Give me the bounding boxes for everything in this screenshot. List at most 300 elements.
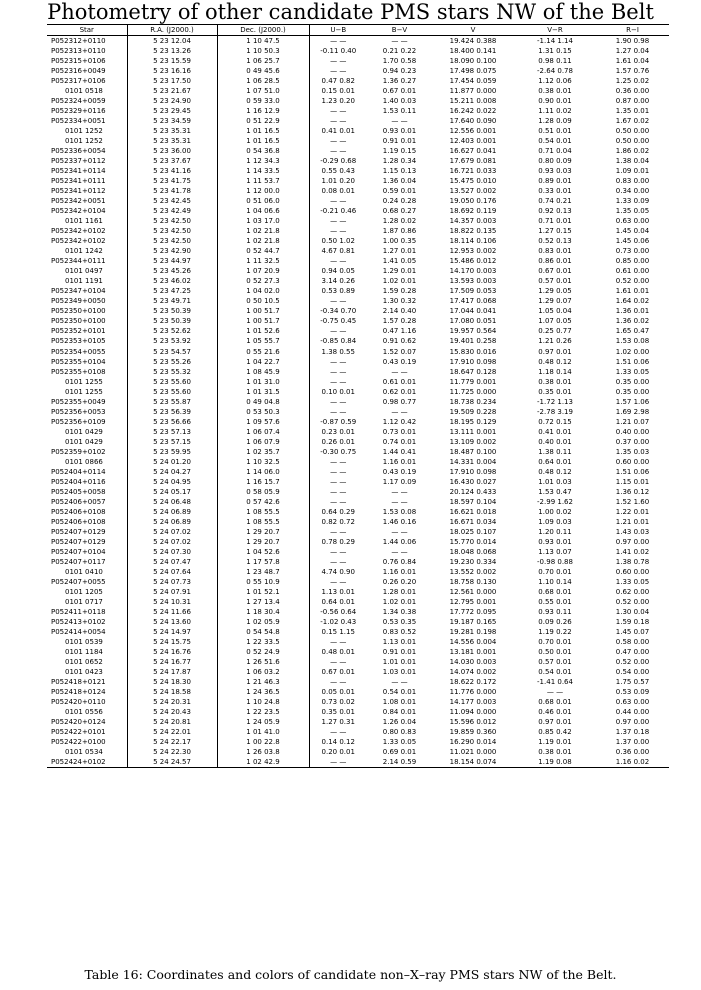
cell-v: 18.487 0.100 <box>449 447 497 456</box>
cell-r-i: 0.35 0.00 <box>615 387 650 396</box>
cell-ra: 5 23 36.00 <box>127 146 217 156</box>
col-header-star: Star <box>47 25 127 36</box>
cell-v-r: 0.35 0.01 <box>538 387 572 396</box>
cell-u-b: 0.41 0.01 <box>309 126 367 136</box>
cell-r-i: 1.53 0.08 <box>615 337 650 346</box>
cell-star: 0101 1161 <box>65 217 103 226</box>
cell-v-r: 0.85 0.42 <box>538 728 572 737</box>
cell-u-b: — — <box>309 557 367 567</box>
cell-r-i: 1.16 0.02 <box>596 757 669 768</box>
cell-ra: 5 23 35.31 <box>127 136 217 146</box>
cell-v: 11.877 0.000 <box>449 87 497 96</box>
cell-v: 19.859 0.360 <box>449 728 497 737</box>
table-row <box>47 116 669 126</box>
cell-u-b: -0.85 0.84 <box>309 336 367 346</box>
cell-v: 14.170 0.003 <box>449 267 497 276</box>
cell-r-i: 1.43 0.03 <box>615 527 650 536</box>
table-row <box>47 727 669 737</box>
cell-dec: 1 02 35.7 <box>217 447 309 457</box>
cell-ra: 5 23 37.67 <box>127 156 217 166</box>
cell-star: P052352+0101 <box>51 327 106 336</box>
table-row <box>47 66 669 76</box>
cell-u-b: 1.38 0.55 <box>309 347 367 357</box>
cell-r-i: 1.33 0.05 <box>615 367 650 376</box>
cell-b-v: 1.57 0.28 <box>382 317 417 326</box>
cell-dec: 1 22 23.5 <box>217 707 309 717</box>
cell-b-v: — — <box>391 527 408 536</box>
cell-b-v: 1.13 0.01 <box>382 637 417 646</box>
cell-dec: 1 00 51.7 <box>217 316 309 326</box>
cell-r-i: 1.61 0.04 <box>615 57 650 66</box>
cell-v: 17.417 0.068 <box>449 297 497 306</box>
cell-u-b: — — <box>309 226 367 236</box>
table-row <box>47 687 669 697</box>
table-row <box>47 46 669 56</box>
cell-r-i: 1.90 0.98 <box>615 37 650 46</box>
cell-b-v: 1.28 0.34 <box>382 157 417 166</box>
cell-ra: 5 23 59.95 <box>127 447 217 457</box>
cell-r-i: 1.22 0.01 <box>615 507 650 516</box>
table-row <box>47 467 669 477</box>
cell-u-b: 1.27 0.31 <box>309 717 367 727</box>
cell-v-r: 0.09 0.26 <box>538 617 572 626</box>
cell-b-v: 1.87 0.86 <box>382 227 417 236</box>
table-row <box>47 76 669 86</box>
cell-u-b: — — <box>309 367 367 377</box>
cell-v: 16.627 0.041 <box>449 147 497 156</box>
cell-v: 17.509 0.053 <box>449 287 497 296</box>
cell-b-v: 0.84 0.01 <box>382 708 417 717</box>
cell-ra: 5 24 22.01 <box>127 727 217 737</box>
cell-star: 0101 0539 <box>65 637 103 646</box>
cell-dec: 1 04 02.0 <box>217 286 309 296</box>
cell-r-i: 1.59 0.18 <box>615 617 650 626</box>
cell-ra: 5 23 55.60 <box>127 377 217 387</box>
cell-v-r: -2.99 1.62 <box>537 497 573 506</box>
cell-ra: 5 23 52.62 <box>127 326 217 336</box>
cell-v-r: 0.72 0.15 <box>538 417 572 426</box>
cell-star: P052316+0049 <box>51 67 106 76</box>
cell-ra: 5 24 07.64 <box>127 567 217 577</box>
table-row <box>47 617 669 627</box>
cell-dec: 1 01 31.5 <box>217 387 309 397</box>
cell-v-r: 0.46 0.01 <box>538 708 572 717</box>
cell-r-i: 1.61 0.01 <box>615 287 650 296</box>
cell-star: P052349+0050 <box>51 297 106 306</box>
cell-b-v: 0.43 0.19 <box>382 467 417 476</box>
cell-v: 17.910 0.098 <box>449 467 497 476</box>
cell-dec: 0 54 54.8 <box>217 627 309 637</box>
table-row <box>47 236 669 246</box>
table-row <box>47 607 669 617</box>
cell-v-r: 0.93 0.03 <box>538 167 572 176</box>
cell-ra: 5 24 07.73 <box>127 577 217 587</box>
cell-r-i: 0.63 0.00 <box>615 698 650 707</box>
cell-ra: 5 24 13.60 <box>127 617 217 627</box>
table-row <box>47 567 669 577</box>
cell-ra: 5 23 42.49 <box>127 206 217 216</box>
cell-dec: 0 50 10.5 <box>217 296 309 306</box>
cell-r-i: 0.61 0.00 <box>615 267 650 276</box>
cell-u-b: -0.11 0.40 <box>309 46 367 56</box>
table-row <box>47 677 669 687</box>
table-row <box>47 336 669 346</box>
cell-v-r: 0.38 0.01 <box>538 87 572 96</box>
cell-r-i: 1.51 0.06 <box>615 467 650 476</box>
cell-v-r: 1.53 0.47 <box>538 487 572 496</box>
cell-dec: 0 57 42.6 <box>217 497 309 507</box>
cell-v: 18.597 0.104 <box>449 497 497 506</box>
table-row <box>47 597 669 607</box>
cell-dec: 1 02 21.8 <box>217 236 309 246</box>
cell-b-v: 1.44 0.41 <box>382 447 417 456</box>
cell-b-v: 0.91 0.62 <box>382 337 417 346</box>
table-row <box>47 487 669 497</box>
cell-v: 12.556 0.001 <box>449 127 497 136</box>
cell-b-v: — — <box>391 497 408 506</box>
cell-v: 15.475 0.010 <box>449 177 497 186</box>
cell-ra: 5 24 16.76 <box>127 647 217 657</box>
cell-dec: 1 04 22.7 <box>217 357 309 367</box>
cell-ra: 5 23 42.90 <box>127 246 217 256</box>
cell-dec: 1 06 07.4 <box>217 427 309 437</box>
cell-star: P052406+0108 <box>51 507 106 516</box>
cell-dec: 1 14 33.5 <box>217 166 309 176</box>
cell-u-b: 0.26 0.01 <box>309 437 367 447</box>
cell-b-v: 1.46 0.16 <box>382 517 417 526</box>
cell-star: 0101 1242 <box>65 247 103 256</box>
cell-ra: 5 23 42.50 <box>127 226 217 236</box>
cell-dec: 1 05 55.7 <box>217 336 309 346</box>
cell-u-b: 1.23 0.20 <box>309 96 367 106</box>
cell-dec: 1 01 41.0 <box>217 727 309 737</box>
cell-star: P052420+0110 <box>51 698 106 707</box>
cell-ra: 5 23 21.67 <box>127 86 217 96</box>
cell-dec: 1 27 13.4 <box>217 597 309 607</box>
table-row <box>47 437 669 447</box>
cell-dec: 1 17 57.8 <box>217 557 309 567</box>
cell-b-v: 1.16 0.01 <box>382 457 417 466</box>
cell-b-v: 1.70 0.58 <box>382 57 417 66</box>
cell-ra: 5 24 11.66 <box>127 607 217 617</box>
cell-b-v: 1.19 0.15 <box>382 147 417 156</box>
cell-ra: 5 23 44.97 <box>127 256 217 266</box>
table-row <box>47 527 669 537</box>
cell-u-b: -1.02 0.43 <box>309 617 367 627</box>
cell-v: 14.331 0.004 <box>449 457 497 466</box>
cell-dec: 1 14 06.0 <box>217 467 309 477</box>
cell-star: P052407+0129 <box>51 527 106 536</box>
cell-v-r: 0.67 0.01 <box>538 267 572 276</box>
cell-u-b: — — <box>309 256 367 266</box>
cell-r-i: 1.57 0.76 <box>615 67 650 76</box>
cell-b-v: — — <box>391 37 408 46</box>
cell-v: 18.048 0.068 <box>449 547 497 556</box>
cell-b-v: 0.54 0.01 <box>382 688 417 697</box>
cell-r-i: 1.86 0.02 <box>615 147 650 156</box>
cell-dec: 1 01 16.5 <box>217 126 309 136</box>
cell-v-r: 1.20 0.11 <box>538 527 572 536</box>
cell-ra: 5 23 24.90 <box>127 96 217 106</box>
cell-star: P052414+0054 <box>51 627 106 636</box>
cell-u-b: 1.13 0.01 <box>309 587 367 597</box>
table-row <box>47 377 669 387</box>
cell-dec: 1 12 34.3 <box>217 156 309 166</box>
table-row <box>47 447 669 457</box>
cell-dec: 1 10 32.5 <box>217 457 309 467</box>
cell-v: 13.527 0.002 <box>449 187 497 196</box>
cell-v-r: -2.64 0.78 <box>537 67 573 76</box>
table-row <box>47 226 669 236</box>
table-row <box>47 176 669 186</box>
table-row <box>47 296 669 306</box>
cell-u-b: 0.94 0.05 <box>309 266 367 276</box>
cell-u-b: -0.56 0.64 <box>309 607 367 617</box>
cell-u-b: — — <box>309 106 367 116</box>
table-row <box>47 637 669 647</box>
table-row <box>47 747 669 757</box>
cell-v: 18.025 0.107 <box>449 527 497 536</box>
cell-ra: 5 24 15.75 <box>127 637 217 647</box>
cell-dec: 1 04 52.6 <box>217 547 309 557</box>
cell-v-r: 1.21 0.26 <box>538 337 572 346</box>
cell-ra: 5 23 56.39 <box>127 407 217 417</box>
cell-dec: 1 11 32.5 <box>217 256 309 266</box>
cell-u-b: — — <box>309 497 367 507</box>
cell-r-i: 0.36 0.00 <box>615 87 650 96</box>
cell-ra: 5 23 50.39 <box>127 306 217 316</box>
cell-b-v: 0.26 0.20 <box>382 577 417 586</box>
cell-ra: 5 24 16.77 <box>127 657 217 667</box>
cell-ra: 5 24 07.02 <box>127 537 217 547</box>
cell-u-b: — — <box>309 377 367 387</box>
cell-r-i: 1.65 0.47 <box>615 327 650 336</box>
cell-ra: 5 23 29.45 <box>127 106 217 116</box>
table-row <box>47 387 669 397</box>
cell-ra: 5 23 57.13 <box>127 427 217 437</box>
cell-u-b: 0.48 0.01 <box>309 647 367 657</box>
cell-star: P052404+0114 <box>51 467 106 476</box>
table-row <box>47 547 669 557</box>
cell-v: 18.758 0.130 <box>449 577 497 586</box>
table-row <box>47 497 669 507</box>
cell-dec: 0 52 27.3 <box>217 276 309 286</box>
table-row <box>47 367 669 377</box>
cell-ra: 5 24 10.31 <box>127 597 217 607</box>
cell-v: 19.957 0.564 <box>449 327 497 336</box>
cell-dec: 0 51 06.0 <box>217 196 309 206</box>
cell-u-b: — — <box>309 757 367 768</box>
cell-dec: 1 06 03.2 <box>217 667 309 677</box>
cell-v-r: 1.38 0.11 <box>538 447 572 456</box>
cell-dec: 1 00 22.8 <box>217 737 309 747</box>
photometry-table-container <box>47 24 669 768</box>
cell-ra: 5 23 15.59 <box>127 56 217 66</box>
cell-ra: 5 23 16.16 <box>127 66 217 76</box>
cell-v: 16.721 0.033 <box>449 167 497 176</box>
cell-ra: 5 24 14.97 <box>127 627 217 637</box>
cell-ra: 5 24 17.87 <box>127 667 217 677</box>
cell-b-v: 0.69 0.01 <box>382 748 417 757</box>
cell-star: P052324+0059 <box>51 97 106 106</box>
cell-v-r: 0.92 0.13 <box>538 207 572 216</box>
cell-star: P052355+0104 <box>51 357 106 366</box>
cell-u-b: — — <box>309 457 367 467</box>
cell-u-b: 4.74 0.90 <box>309 567 367 577</box>
cell-v: 16.430 0.027 <box>449 477 497 486</box>
cell-b-v: 0.43 0.19 <box>382 357 417 366</box>
cell-u-b: — — <box>309 296 367 306</box>
cell-r-i: 1.15 0.01 <box>615 477 650 486</box>
cell-r-i: 0.35 0.00 <box>615 377 650 386</box>
cell-r-i: 1.33 0.09 <box>615 197 650 206</box>
col-header-r-i: R−I <box>596 25 669 36</box>
cell-b-v: 1.59 0.28 <box>382 287 417 296</box>
cell-v-r: 0.97 0.01 <box>538 718 572 727</box>
col-header-ra: R.A. (J2000.) <box>127 25 217 36</box>
cell-ra: 5 23 42.50 <box>127 236 217 246</box>
cell-r-i: 0.97 0.00 <box>615 718 650 727</box>
cell-v: 12.403 0.001 <box>449 137 497 146</box>
cell-star: P052342+0051 <box>51 197 106 206</box>
cell-v-r: 0.93 0.01 <box>538 537 572 546</box>
cell-v-r: -0.98 0.88 <box>537 557 573 566</box>
cell-v: 17.044 0.041 <box>449 307 497 316</box>
cell-r-i: 0.58 0.00 <box>615 637 650 646</box>
cell-r-i: 1.27 0.04 <box>615 47 650 56</box>
cell-v: 17.910 0.098 <box>449 357 497 366</box>
cell-star: P052341+0114 <box>51 167 106 176</box>
cell-v-r: 1.09 0.03 <box>538 517 572 526</box>
table-header-row <box>47 25 669 36</box>
cell-star: P052341+0111 <box>51 177 106 186</box>
cell-v: 18.154 0.074 <box>432 757 514 768</box>
cell-ra: 5 23 50.39 <box>127 316 217 326</box>
cell-star: P052422+0101 <box>51 728 106 737</box>
cell-ra: 5 23 45.26 <box>127 266 217 276</box>
cell-u-b: — — <box>309 357 367 367</box>
cell-dec: 0 55 10.9 <box>217 577 309 587</box>
cell-r-i: 1.38 0.04 <box>615 157 650 166</box>
cell-u-b: — — <box>309 196 367 206</box>
cell-v-r: 0.71 0.04 <box>538 147 572 156</box>
cell-v-r: 1.18 0.14 <box>538 367 572 376</box>
table-row <box>47 196 669 206</box>
cell-v: 14.074 0.002 <box>449 668 497 676</box>
cell-v: 17.772 0.095 <box>449 607 497 616</box>
cell-star: P052355+0049 <box>51 397 106 406</box>
cell-ra: 5 23 55.26 <box>127 357 217 367</box>
table-caption: Table 16: Coordinates and colors of candidate non–X–ray PMS stars NW of the Belt. <box>84 967 617 982</box>
cell-u-b: 0.35 0.01 <box>309 707 367 717</box>
cell-u-b: — — <box>309 467 367 477</box>
cell-ra: 5 23 42.45 <box>127 196 217 206</box>
cell-r-i: 1.35 0.01 <box>615 107 650 116</box>
cell-v-r: 1.19 0.01 <box>538 738 572 747</box>
cell-b-v: 1.36 0.04 <box>382 177 417 186</box>
cell-r-i: 1.51 0.06 <box>615 357 650 366</box>
table-row <box>47 246 669 256</box>
cell-r-i: 0.97 0.00 <box>615 537 650 546</box>
cell-v: 16.671 0.034 <box>449 517 497 526</box>
cell-v: 15.830 0.016 <box>449 347 497 356</box>
cell-ra: 5 23 12.04 <box>127 36 217 47</box>
cell-star: P052317+0106 <box>51 77 106 86</box>
cell-b-v: 1.29 0.01 <box>382 267 417 276</box>
cell-v-r: 1.19 0.22 <box>538 627 572 636</box>
cell-r-i: 1.45 0.06 <box>615 237 650 246</box>
cell-v-r: 0.70 0.01 <box>538 637 572 646</box>
cell-v: 17.640 0.090 <box>449 117 497 126</box>
cell-b-v: 0.73 0.01 <box>382 427 417 436</box>
cell-r-i: 1.21 0.01 <box>615 517 650 526</box>
cell-v-r: 0.25 0.77 <box>538 327 572 336</box>
cell-u-b: -0.34 0.70 <box>309 306 367 316</box>
cell-b-v: 0.24 0.28 <box>382 197 417 206</box>
cell-u-b: 3.14 0.26 <box>309 276 367 286</box>
cell-v: 12.953 0.002 <box>449 247 497 256</box>
cell-ra: 5 23 47.25 <box>127 286 217 296</box>
cell-dec: 0 53 50.3 <box>217 407 309 417</box>
cell-r-i: 1.69 2.98 <box>615 407 650 416</box>
cell-u-b: 0.20 0.01 <box>309 747 367 757</box>
cell-b-v: 0.59 0.01 <box>382 187 417 196</box>
cell-u-b: 0.15 0.01 <box>309 86 367 96</box>
cell-dec: 1 02 05.9 <box>217 617 309 627</box>
cell-dec: 1 02 42.9 <box>217 757 309 768</box>
cell-dec: 1 07 51.0 <box>217 86 309 96</box>
table-row <box>47 407 669 417</box>
cell-v: 19.401 0.258 <box>449 337 497 346</box>
cell-u-b: — — <box>309 677 367 687</box>
cell-v: 11.779 0.001 <box>449 377 497 386</box>
cell-star: 0101 0423 <box>65 668 103 676</box>
table-row <box>47 477 669 487</box>
cell-dec: 1 01 52.1 <box>217 587 309 597</box>
cell-ra: 5 23 41.78 <box>127 186 217 196</box>
cell-r-i: 0.54 0.00 <box>615 668 650 676</box>
cell-r-i: 1.35 0.05 <box>615 207 650 216</box>
table-row <box>47 657 669 667</box>
cell-u-b: 0.64 0.29 <box>309 507 367 517</box>
cell-v-r: 1.19 0.08 <box>514 757 596 768</box>
cell-u-b: — — <box>309 116 367 126</box>
cell-ra: 5 23 56.66 <box>127 417 217 427</box>
cell-star: P052413+0102 <box>51 617 106 626</box>
cell-v: 17.498 0.075 <box>449 67 497 76</box>
col-header-dec: Dec. (J2000.) <box>217 25 309 36</box>
cell-u-b: — — <box>309 66 367 76</box>
cell-r-i: 0.85 0.00 <box>615 257 650 266</box>
cell-star: P052405+0058 <box>51 487 106 496</box>
cell-r-i: 0.44 0.00 <box>615 708 650 717</box>
table-row <box>47 347 669 357</box>
cell-r-i: 0.52 0.00 <box>615 597 650 606</box>
cell-star: 0101 0429 <box>65 437 103 446</box>
cell-u-b: 0.14 0.12 <box>309 737 367 747</box>
cell-u-b: 0.55 0.43 <box>309 166 367 176</box>
cell-v: 13.181 0.001 <box>449 647 497 656</box>
table-row <box>47 86 669 96</box>
cell-star: 0101 0429 <box>65 427 103 436</box>
cell-v: 17.679 0.081 <box>449 157 497 166</box>
cell-star: P052407+0104 <box>51 547 106 556</box>
cell-v-r: 1.29 0.07 <box>538 297 572 306</box>
table-row <box>47 216 669 226</box>
cell-u-b: — — <box>309 657 367 667</box>
cell-r-i: 0.37 0.00 <box>615 437 650 446</box>
cell-u-b: 0.78 0.29 <box>309 537 367 547</box>
